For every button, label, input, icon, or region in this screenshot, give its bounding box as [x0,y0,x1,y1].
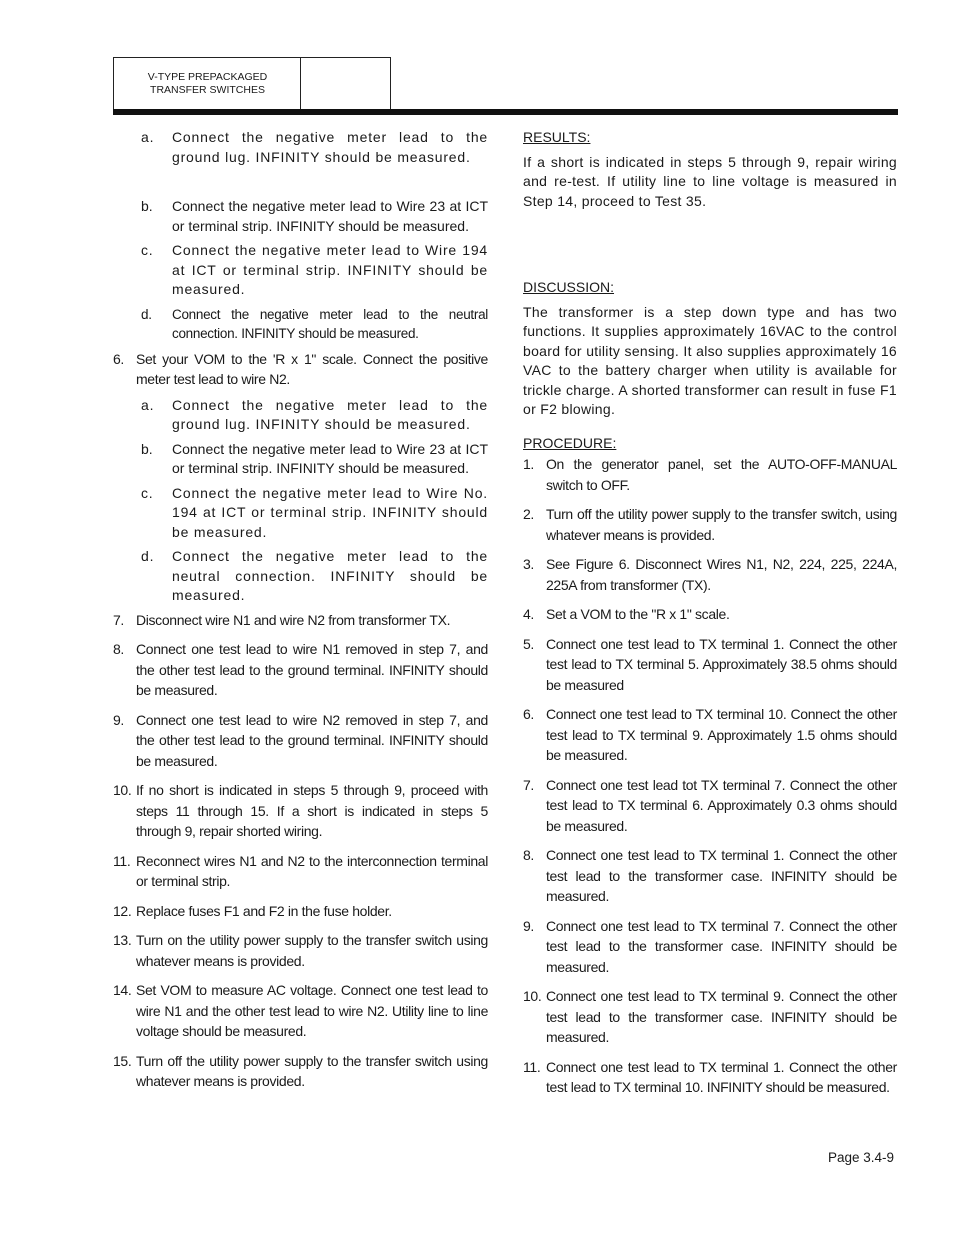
step5-sub-b: b. Connect the negative meter lead to Wire 23 at ICT or terminal strip. INFINITY should be measured. [141,198,488,234]
procedure-step-6: 6. Connect one test lead to TX terminal 10. Connect the other test lead to TX terminal 9. Approximately 1.5 ohms should be measured. [523,706,897,763]
procedure-step-7: 7. Connect one test lead tot TX terminal 7. Connect the other test lead to TX terminal 6. Approximately 0.3 ohms should be measured. [523,776,897,834]
step-8: 8. Connect one test lead to wire N1 removed in step 7, and the other test lead to the ground terminal. INFINITY should be measured. [113,641,488,698]
step6-sub-c: c. Connect the negative meter lead to Wire No. 194 at ICT or terminal strip. INFINITY should be measured. [141,484,488,540]
results-text: If a short is indicated in steps 5 through 9, repair wiring and re-test. If utility line to line voltage is measured in Step 14, proceed to Test 35. [523,153,897,209]
procedure-step-5: 5. Connect one test lead to TX terminal 1. Connect the other test lead to TX terminal 5. Approximately 38.5 ohms should be measured [523,635,897,693]
step-13: 13. Turn on the utility power supply to the transfer switch using whatever means is provided. [113,932,488,969]
procedure-step-3: 3. See Figure 6. Disconnect Wires N1, N2, 224, 225, 224A, 225A from transformer (TX). [523,556,897,593]
step-14: 14. Set VOM to measure AC voltage. Connect one test lead to wire N1 and the other test lead to wire N2. Utility line to line voltage should be measured. [113,982,488,1039]
procedure-step-1: 1. On the generator panel, set the AUTO-OFF-MANUAL switch to OFF. [523,456,897,493]
header-title-cell [114,58,301,109]
step-10: 10. If no short is indicated in steps 5 through 9, proceed with steps 11 through 15. If a short is indicated in steps 5 through 9, repair shorted wiring. [113,782,488,839]
results-heading: RESULTS: [523,129,591,145]
discussion-text: The transformer is a step down type and has two functions. It supplies approximately 16VAC to the control board for utility sensing. It also supplies approximately 16 VAC to the battery charger when utility is available for trickle charge. A shorted transformer can result in fuse F1 or F2 blowing. [523,303,897,417]
procedure-step-8: 8. Connect one test lead to TX terminal 1. Connect the other test lead to the transformer case. INFINITY should be measured. [523,847,897,904]
step5-sub-a: a. Connect the negative meter lead to the ground lug. INFINITY should be measured. [141,129,488,165]
step-6: 6. Set your VOM to the 'R x 1" scale. Connect the positive meter test lead to wire N2. [113,350,488,387]
procedure-heading: PROCEDURE: [523,434,617,451]
header-title-line1: V-TYPE PREPACKAGED [147,71,268,83]
procedure-step-4: 4. Set a VOM to the "R x 1" scale. [523,606,730,622]
step6-sub-d: d. Connect the negative meter lead to the neutral connection. INFINITY should be measured. [141,548,488,603]
procedure-step-10: 10. Connect one test lead to TX terminal 9. Connect the other test lead to the transformer case. INFINITY should be measured. [523,988,897,1045]
step5-sub-d: d. Connect the negative meter lead to the neutral connection. INFINITY should be measured. [141,306,488,341]
procedure-step-9: 9. Connect one test lead to TX terminal 7. Connect the other test lead to the transformer case. INFINITY should be measured. [523,917,897,975]
step6-sub-a: a. Connect the negative meter lead to the ground lug. INFINITY should be measured. [141,396,488,432]
step-7: 7. Disconnect wire N1 and wire N2 from transformer TX. [113,611,451,628]
discussion-heading: DISCUSSION: [523,279,615,295]
page-number: Page 3.4-9 [828,1150,895,1165]
header-box [113,57,391,109]
procedure-step-2: 2. Turn off the utility power supply to the transfer switch, using whatever means is provided. [523,506,897,543]
step-15: 15. Turn off the utility power supply to the transfer switch using whatever means is provided. [113,1052,488,1089]
header-title-line2: TRANSFER SWITCHES [150,84,265,96]
header-rule [113,109,898,115]
procedure-step-11: 11. Connect one test lead to TX terminal 1. Connect the other test lead to TX terminal 10. INFINITY should be measured. [523,1058,897,1095]
step-12: 12. Replace fuses F1 and F2 in the fuse holder. [113,902,392,919]
step5-sub-c: c. Connect the negative meter lead to Wire 194 at ICT or terminal strip. INFINITY should be measured. [141,242,488,297]
left-column [113,128,488,1101]
step6-sub-b: b. Connect the negative meter lead to Wire 23 at ICT or terminal strip. INFINITY should be measured. [141,440,488,476]
step-11: 11. Reconnect wires N1 and N2 to the interconnection terminal or terminal strip. [113,852,488,889]
step-9: 9. Connect one test lead to wire N2 removed in step 7, and the other test lead to the ground terminal. INFINITY should be measured. [113,711,488,769]
right-column [523,128,897,1107]
